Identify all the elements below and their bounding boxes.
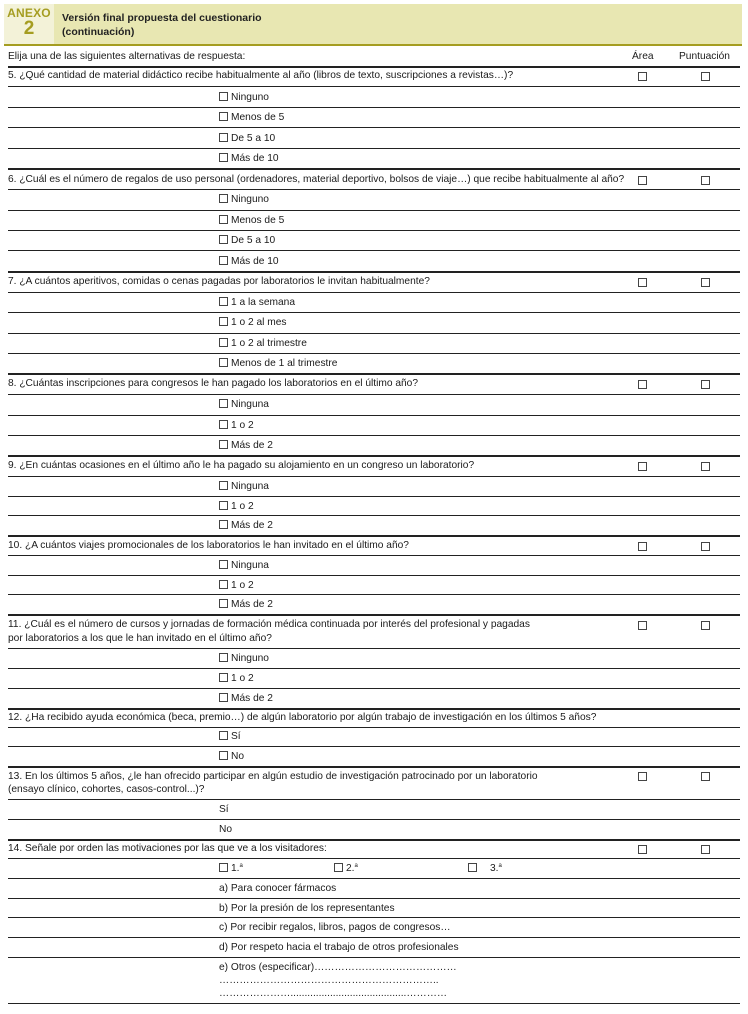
- question-divider: [8, 373, 740, 375]
- annex-title: [62, 11, 262, 39]
- row-divider: [8, 86, 740, 87]
- question-divider: [8, 455, 740, 457]
- checkbox-icon[interactable]: [219, 731, 228, 740]
- question-8-option[interactable]: Más de 2: [219, 440, 273, 451]
- question-9-option[interactable]: Ninguna: [219, 481, 269, 492]
- row-divider: [8, 107, 740, 108]
- table-divider: [8, 66, 740, 68]
- question-13-option[interactable]: No: [219, 824, 233, 835]
- motivation-option-b: b) Por la presión de los representantes: [219, 903, 395, 914]
- question-9-option[interactable]: Más de 2: [219, 520, 273, 531]
- checkbox-icon[interactable]: [219, 338, 228, 347]
- question-7-option[interactable]: 1 o 2 al trimestre: [219, 338, 307, 349]
- checkbox-icon[interactable]: [219, 92, 228, 101]
- checkbox-icon[interactable]: [219, 358, 228, 367]
- question-13-option[interactable]: Sí: [219, 804, 229, 815]
- row-divider: [8, 496, 740, 497]
- row-divider: [8, 799, 740, 800]
- question-9-area-checkbox[interactable]: [638, 462, 647, 471]
- row-divider: [8, 333, 740, 334]
- question-9-option[interactable]: 1 o 2: [219, 501, 254, 512]
- row-divider: [8, 688, 740, 689]
- checkbox-icon[interactable]: [334, 863, 343, 872]
- checkbox-icon[interactable]: [219, 215, 228, 224]
- row-divider: [8, 353, 740, 354]
- question-divider: [8, 535, 740, 537]
- row-divider: [8, 819, 740, 820]
- row-divider: [8, 648, 740, 649]
- question-7-option[interactable]: 1 o 2 al mes: [219, 317, 287, 328]
- checkbox-icon[interactable]: [219, 751, 228, 760]
- checkbox-icon[interactable]: [219, 235, 228, 244]
- rank-1-option[interactable]: 1.$^a$: [219, 863, 243, 874]
- row-divider: [8, 898, 740, 899]
- question-7-text: 7. ¿A cuántos aperitivos, comidas o cenas pagadas por laboratorios le invitan habitualmente?: [8, 276, 430, 287]
- question-14-score-checkbox[interactable]: [701, 845, 710, 854]
- question-divider: [8, 271, 740, 273]
- question-10-option[interactable]: 1 o 2: [219, 580, 254, 591]
- annex-title-line2: (continuación): [62, 26, 135, 38]
- checkbox-icon[interactable]: [219, 153, 228, 162]
- question-14-area-checkbox[interactable]: [638, 845, 647, 854]
- checkbox-icon[interactable]: [219, 863, 228, 872]
- question-5-option[interactable]: Menos de 5: [219, 112, 284, 123]
- row-divider: [8, 668, 740, 669]
- question-11-text-line2: por laboratorios a los que le han invitado en el último año?: [8, 633, 272, 644]
- question-12-text: 12. ¿Ha recibido ayuda económica (beca, premio…) de algún laboratorio por algún trabajo de investigación en los últimos 5 años?: [8, 712, 597, 723]
- row-divider: [8, 727, 740, 728]
- question-14-text: 14. Señale por orden las motivaciones por las que ve a los visitadores:: [8, 843, 327, 854]
- row-divider: [8, 230, 740, 231]
- question-7-score-checkbox[interactable]: [701, 278, 710, 287]
- question-11-option[interactable]: Más de 2: [219, 693, 273, 704]
- question-8-option[interactable]: Ninguna: [219, 399, 269, 410]
- column-header-area: Área: [632, 51, 654, 62]
- checkbox-icon[interactable]: [219, 673, 228, 682]
- question-10-option[interactable]: Ninguna: [219, 560, 269, 571]
- question-8-option[interactable]: 1 o 2: [219, 420, 254, 431]
- question-5-option[interactable]: Más de 10: [219, 153, 279, 164]
- annex-number: 2: [23, 18, 35, 39]
- rank-2-option[interactable]: 2.$^a$: [334, 863, 358, 874]
- row-divider: [8, 858, 740, 859]
- row-divider: [8, 189, 740, 190]
- checkbox-icon[interactable]: [219, 133, 228, 142]
- question-6-option[interactable]: Ninguno: [219, 194, 269, 205]
- question-9-score-checkbox[interactable]: [701, 462, 710, 471]
- question-8-score-checkbox[interactable]: [701, 380, 710, 389]
- row-divider: [8, 957, 740, 958]
- question-divider: [8, 766, 740, 768]
- checkbox-icon[interactable]: [219, 520, 228, 529]
- question-5-option[interactable]: Ninguno: [219, 92, 269, 103]
- question-6-score-checkbox[interactable]: [701, 176, 710, 185]
- column-header-puntuacion: Puntuación: [679, 51, 730, 62]
- checkbox-icon[interactable]: [219, 317, 228, 326]
- checkbox-icon[interactable]: [219, 194, 228, 203]
- instruction-text: Elija una de las siguientes alternativas de respuesta:: [8, 51, 246, 62]
- question-8-area-checkbox[interactable]: [638, 380, 647, 389]
- checkbox-icon[interactable]: [219, 481, 228, 490]
- specify-dots-line-2[interactable]: ………………………………………………………..: [219, 975, 439, 986]
- row-divider: [8, 476, 740, 477]
- motivation-option-c: c) Por recibir regalos, libros, pagos de congresos…: [219, 922, 451, 933]
- checkbox-icon[interactable]: [219, 580, 228, 589]
- checkbox-icon[interactable]: [219, 297, 228, 306]
- question-6-area-checkbox[interactable]: [638, 176, 647, 185]
- question-5-score-checkbox[interactable]: [701, 72, 710, 81]
- question-12-option[interactable]: Sí: [219, 731, 241, 742]
- question-6-option[interactable]: De 5 a 10: [219, 235, 275, 246]
- question-11-option[interactable]: Ninguno: [219, 653, 269, 664]
- table-bottom-border: [8, 1003, 740, 1004]
- row-divider: [8, 746, 740, 747]
- question-8-text: 8. ¿Cuántas inscripciones para congresos le han pagado los laboratorios en el último año?: [8, 378, 419, 389]
- question-5-text: 5. ¿Qué cantidad de material didáctico recibe habitualmente al año (libros de texto, suscripciones a revistas…)?: [8, 70, 514, 81]
- checkbox-icon[interactable]: [219, 112, 228, 121]
- row-divider: [8, 515, 740, 516]
- motivation-option-d: d) Por respeto hacia el trabajo de otros profesionales: [219, 942, 459, 953]
- row-divider: [8, 555, 740, 556]
- checkbox-icon[interactable]: [219, 256, 228, 265]
- question-13-area-checkbox[interactable]: [638, 772, 647, 781]
- annex-label: ANEXO: [7, 6, 51, 20]
- question-13-text-line1: 13. En los últimos 5 años, ¿le han ofrecido participar en algún estudio de investigación patrocinado por un laboratorio: [8, 771, 538, 782]
- row-divider: [8, 292, 740, 293]
- row-divider: [8, 435, 740, 436]
- checkbox-icon[interactable]: [219, 420, 228, 429]
- checkbox-icon[interactable]: [219, 399, 228, 408]
- question-7-area-checkbox[interactable]: [638, 278, 647, 287]
- question-divider: [8, 168, 740, 170]
- specify-dots-line-3[interactable]: ………………….........................................…………: [219, 988, 448, 999]
- motivation-option-e[interactable]: e) Otros (especificar)……………………………………: [219, 962, 457, 973]
- question-11-score-checkbox[interactable]: [701, 621, 710, 630]
- question-10-text: 10. ¿A cuántos viajes promocionales de los laboratorios le han invitado en el último año?: [8, 540, 409, 551]
- row-divider: [8, 312, 740, 313]
- question-10-area-checkbox[interactable]: [638, 542, 647, 551]
- row-divider: [8, 878, 740, 879]
- row-divider: [8, 394, 740, 395]
- checkbox-icon[interactable]: [219, 653, 228, 662]
- row-divider: [8, 250, 740, 251]
- question-11-area-checkbox[interactable]: [638, 621, 647, 630]
- row-divider: [8, 210, 740, 211]
- motivation-option-a: a) Para conocer fármacos: [219, 883, 337, 894]
- annex-badge: [4, 4, 54, 44]
- question-divider: [8, 839, 740, 841]
- question-10-option[interactable]: Más de 2: [219, 599, 273, 610]
- question-9-text: 9. ¿En cuántas ocasiones en el último año le ha pagado su alojamiento en un congreso un laboratorio?: [8, 460, 475, 471]
- checkbox-icon[interactable]: [219, 501, 228, 510]
- question-divider: [8, 708, 740, 710]
- checkbox-icon[interactable]: [468, 863, 477, 872]
- checkbox-icon[interactable]: [219, 599, 228, 608]
- question-5-option[interactable]: De 5 a 10: [219, 133, 275, 144]
- question-6-text: 6. ¿Cuál es el número de regalos de uso personal (ordenadores, material deportivo, bolsos de viaje…) que recibe habitualmente al año?: [8, 174, 625, 185]
- question-5-area-checkbox[interactable]: [638, 72, 647, 81]
- checkbox-icon[interactable]: [219, 440, 228, 449]
- question-7-option[interactable]: Menos de 1 al trimestre: [219, 358, 337, 369]
- question-10-score-checkbox[interactable]: [701, 542, 710, 551]
- annex-title-line1: Versión final propuesta del cuestionario: [62, 12, 262, 24]
- question-6-option[interactable]: Menos de 5: [219, 215, 284, 226]
- row-divider: [8, 937, 740, 938]
- question-6-option[interactable]: Más de 10: [219, 256, 279, 267]
- question-7-option[interactable]: 1 a la semana: [219, 297, 295, 308]
- row-divider: [8, 594, 740, 595]
- question-11-option[interactable]: 1 o 2: [219, 673, 254, 684]
- question-divider: [8, 614, 740, 616]
- row-divider: [8, 415, 740, 416]
- row-divider: [8, 127, 740, 128]
- question-11-text-line1: 11. ¿Cuál es el número de cursos y jornadas de formación médica continuada por interés del profesional y pagadas: [8, 619, 530, 630]
- checkbox-icon[interactable]: [219, 560, 228, 569]
- question-13-score-checkbox[interactable]: [701, 772, 710, 781]
- question-13-text-line2: (ensayo clínico, cohortes, casos-control...)?: [8, 784, 205, 795]
- rank-3-option[interactable]: 3.$^a$: [468, 863, 502, 874]
- checkbox-icon[interactable]: [219, 693, 228, 702]
- question-12-option[interactable]: No: [219, 751, 244, 762]
- row-divider: [8, 575, 740, 576]
- annex-header: [4, 4, 742, 46]
- row-divider: [8, 917, 740, 918]
- row-divider: [8, 148, 740, 149]
